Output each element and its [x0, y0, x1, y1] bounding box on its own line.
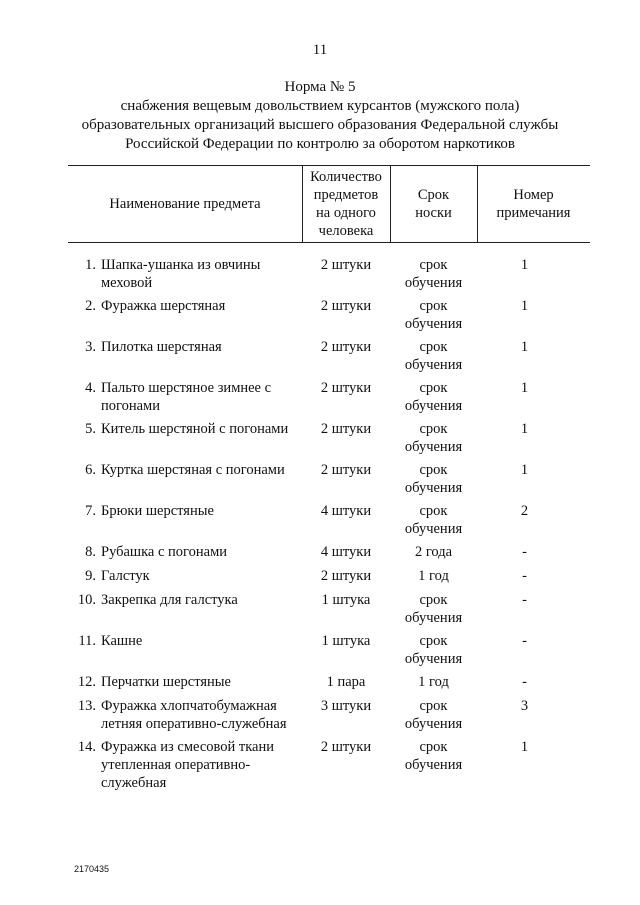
- item-term: 1 год: [418, 674, 449, 690]
- item-term: срок обучения: [404, 339, 463, 373]
- item-note: 3: [520, 698, 529, 714]
- item-term: срок обучения: [404, 739, 463, 773]
- item-quantity: 2 штуки: [320, 380, 372, 396]
- table-row: [0, 697, 640, 738]
- item-note: 1: [520, 462, 529, 478]
- table-header-rule: [68, 242, 590, 243]
- item-note: 1: [520, 339, 529, 355]
- item-term: срок обучения: [404, 298, 463, 332]
- item-name: Рубашка с погонами: [101, 544, 228, 560]
- header-item-name-label: Наименование предмета: [109, 195, 261, 212]
- item-note: 1: [520, 298, 529, 314]
- row-number: 10.: [77, 592, 96, 608]
- item-term: срок обучения: [404, 257, 463, 291]
- item-quantity: 3 штуки: [320, 698, 372, 714]
- item-name: Шапка-ушанка из овчины меховой: [101, 257, 261, 291]
- item-note: 2: [520, 503, 529, 519]
- table-row: [0, 738, 640, 796]
- header-quantity: [302, 165, 390, 242]
- item-note: -: [522, 568, 527, 584]
- item-note: 1: [520, 257, 529, 273]
- title-line-4: Российской Федерации по контролю за оборотом наркотиков: [125, 136, 515, 152]
- item-name: Перчатки шерстяные: [101, 674, 231, 690]
- header-note-number-label: Номер примечания: [496, 186, 571, 221]
- title-line-2: снабжения вещевым довольствием курсантов (мужского пола): [120, 98, 520, 114]
- item-note: -: [522, 674, 527, 690]
- item-quantity: 2 штуки: [320, 257, 372, 273]
- row-number: 14.: [77, 739, 96, 755]
- item-quantity: 1 штука: [321, 633, 371, 649]
- item-term: срок обучения: [404, 698, 463, 732]
- item-term: 1 год: [418, 568, 449, 584]
- header-note-number: [477, 165, 590, 242]
- item-name: Кашне: [101, 633, 143, 649]
- item-name: Куртка шерстяная с погонами: [101, 462, 285, 478]
- table-row: [0, 338, 640, 379]
- item-name: Галстук: [101, 568, 150, 584]
- row-number: 6.: [85, 462, 96, 478]
- item-quantity: 4 штуки: [320, 503, 372, 519]
- row-number: 9.: [85, 568, 96, 584]
- item-term: срок обучения: [404, 462, 463, 496]
- table-row: [0, 420, 640, 461]
- header-wear-term-label: Срок носки: [415, 186, 452, 221]
- row-number: 5.: [85, 421, 96, 437]
- row-number: 13.: [77, 698, 96, 714]
- item-note: -: [522, 592, 527, 608]
- table-row: [0, 379, 640, 420]
- table-row: [0, 297, 640, 338]
- item-quantity: 2 штуки: [320, 739, 372, 755]
- item-quantity: 4 штуки: [320, 544, 372, 560]
- title-norm-number: Норма № 5: [284, 79, 356, 95]
- table-row: [0, 502, 640, 543]
- item-note: -: [522, 544, 527, 560]
- item-quantity: 2 штуки: [320, 568, 372, 584]
- item-name: Фуражка хлопчатобумажная летняя оперативно-служебная: [101, 698, 287, 732]
- table-row: [0, 632, 640, 673]
- item-term: срок обучения: [404, 592, 463, 626]
- row-number: 3.: [85, 339, 96, 355]
- table-row: [0, 461, 640, 502]
- item-name: Закрепка для галстука: [101, 592, 238, 608]
- header-quantity-label: Количество предметов на одного человека: [310, 168, 382, 239]
- table-row: [0, 256, 640, 297]
- item-name: Брюки шерстяные: [101, 503, 214, 519]
- item-note: 1: [520, 739, 529, 755]
- row-number: 1.: [85, 257, 96, 273]
- header-item-name: [68, 165, 302, 242]
- item-term: срок обучения: [404, 633, 463, 667]
- row-number: 12.: [77, 674, 96, 690]
- table-row: [0, 591, 640, 632]
- table-row: [0, 673, 640, 697]
- page-number: 11: [312, 42, 328, 58]
- item-name: Фуражка из смесовой ткани утепленная оперативно-служебная: [101, 739, 275, 791]
- item-term: срок обучения: [404, 380, 463, 414]
- item-name: Фуражка шерстяная: [101, 298, 226, 314]
- document-title: [40, 78, 600, 154]
- row-number: 7.: [85, 503, 96, 519]
- document-code: 2170435: [74, 864, 110, 874]
- item-quantity: 2 штуки: [320, 462, 372, 478]
- item-name: Пальто шерстяное зимнее с погонами: [101, 380, 272, 414]
- table-row: [0, 567, 640, 591]
- item-quantity: 1 штука: [321, 592, 371, 608]
- item-quantity: 2 штуки: [320, 298, 372, 314]
- item-term: срок обучения: [404, 503, 463, 537]
- row-number: 11.: [78, 633, 96, 649]
- table-body: [0, 256, 640, 796]
- item-name: Пилотка шерстяная: [101, 339, 222, 355]
- row-number: 4.: [85, 380, 96, 396]
- item-note: 1: [520, 380, 529, 396]
- item-note: 1: [520, 421, 529, 437]
- item-note: -: [522, 633, 527, 649]
- item-term: 2 года: [414, 544, 453, 560]
- item-quantity: 1 пара: [326, 674, 366, 690]
- item-quantity: 2 штуки: [320, 339, 372, 355]
- row-number: 8.: [85, 544, 96, 560]
- header-wear-term: [390, 165, 477, 242]
- item-name: Китель шерстяной с погонами: [101, 421, 289, 437]
- row-number: 2.: [85, 298, 96, 314]
- title-line-3: образовательных организаций высшего образования Федеральной службы: [81, 117, 559, 133]
- item-quantity: 2 штуки: [320, 421, 372, 437]
- item-term: срок обучения: [404, 421, 463, 455]
- table-row: [0, 543, 640, 567]
